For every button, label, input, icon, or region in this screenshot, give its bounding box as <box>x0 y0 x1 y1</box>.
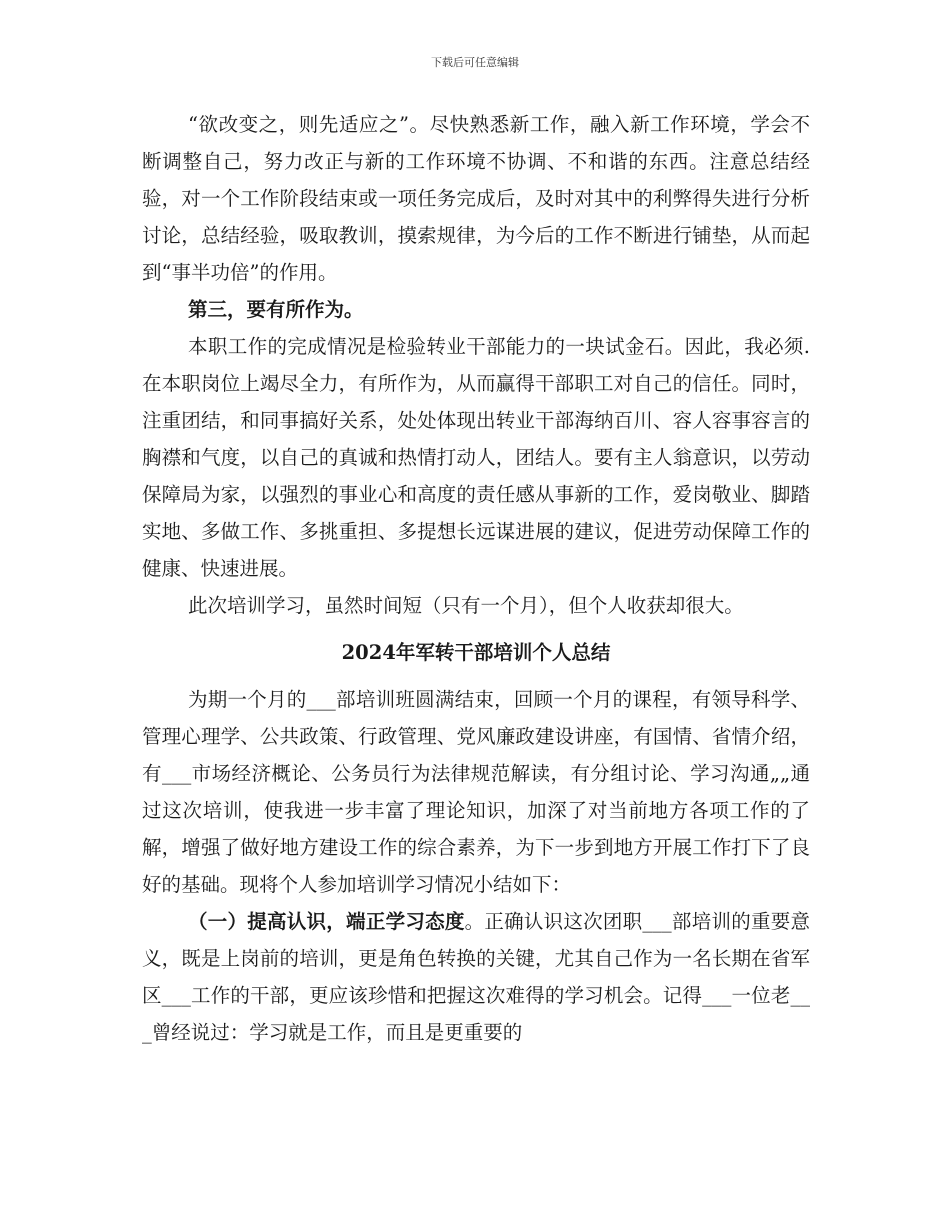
section-one-text: 。正确认识这次团职___部培训的重要意义，既是上岗前的培训，更是角色转换的关键，尤其自己作为一名长期在省军区___工作的干部，更应该珍惜和把握这次难得的学习机会。记得___一位老___曾经说过：学习就是工作，而且是更重要的 <box>142 910 810 1044</box>
section-one-heading: （一）提高认识，端正学习态度 <box>188 910 465 933</box>
paragraph-intro: 为期一个月的___部培训班圆满结束，回顾一个月的课程，有领导科学、管理心理学、公共政策、行政管理、党风廉政建设讲座，有国情、省情介绍，有___市场经济概论、公务员行为法律规范解读，有分组讨论、学习沟通„„通过这次培训，使我进一步丰富了理论知识，加深了对当前地方各项工作的了解，增强了做好地方建设工作的综合素养，为下一步到地方开展工作打下了良好的基础。现将个人参加培训学习情况小结如下： <box>142 688 810 896</box>
paragraph-section-one <box>142 903 810 1051</box>
page-header: 下载后可任意编辑 <box>431 56 519 69</box>
document-body <box>142 106 810 1051</box>
heading-third-point: 第三，要有所作为。 <box>188 298 364 321</box>
document-title: 2024年军转干部培训个人总结 <box>341 641 611 664</box>
paragraph-training-gain: 此次培训学习，虽然时间短（只有一个月），但个人收获却很大。 <box>188 594 744 617</box>
paragraph-adapt: “欲改变之，则先适应之”。尽快熟悉新工作，融入新工作环境，学会不断调整自己，努力改正与新的工作环境不协调、不和谐的东西。注意总结经验，对一个工作阶段结束或一项任务完成后，及时对其中的利弊得失进行分析讨论，总结经验，吸取教训，摸索规律，为今后的工作不断进行铺垫，从而起到“事半功倍”的作用。 <box>142 113 810 284</box>
paragraph-achievement: 本职工作的完成情况是检验转业干部能力的一块试金石。因此，我必须.在本职岗位上竭尽全力，有所作为，从而赢得干部职工对自己的信任。同时，注重团结，和同事搞好关系，处处体现出转业干部海纳百川、容人容事容言的胸襟和气度，以自己的真诚和热情打动人，团结人。要有主人翁意识，以劳动保障局为家，以强烈的事业心和高度的责任感从事新的工作，爱岗敬业、脚踏实地、多做工作、多挑重担、多提想长远谋进展的建议，促进劳动保障工作的健康、快速进展。 <box>142 335 810 580</box>
